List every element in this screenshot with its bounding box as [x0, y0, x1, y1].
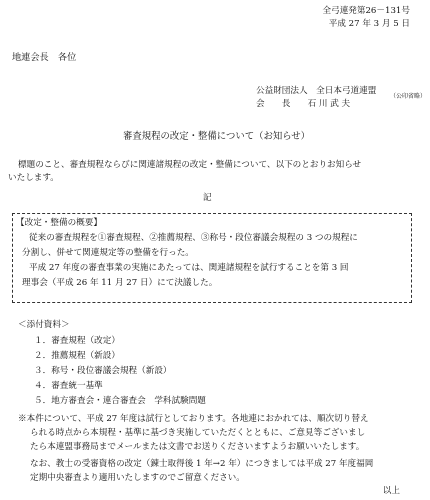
sender-president: 会 長 石 川 武 夫	[256, 99, 351, 109]
attachment-item: ５．地方審査会・連合審査会 学科試験問題	[34, 396, 206, 406]
summary-line-2: 分割し、併せて関連規定等の整備を行った。	[22, 248, 194, 258]
attachment-item: ３．称号・段位審議会規程（新設）	[34, 366, 172, 376]
note-line-2: られる時点から本規程・基準に基づき実施していただくとともに、ご意見等ございまし	[30, 428, 366, 438]
summary-line-3: 平成 27 年度の審査事業の実施にあたっては、関連諸規程を試行することを第 3 回	[29, 263, 349, 273]
addressee: 地連会長 各位	[12, 52, 77, 63]
attachment-item: ４．審査統一基準	[34, 381, 103, 391]
attachment-item: ２．推薦規程（新設）	[34, 351, 120, 361]
note-line-1: ※本件について、平成 27 年度は試行としております。各地連におかれては、順次切り替え	[18, 414, 369, 424]
intro-line-1: 標題のこと、審査規程ならびに関連諸規程の改定・整備について、以下のとおりお知らせ	[18, 160, 362, 170]
note-line-5: 定期中央審査より適用いたしますのでご留意ください。	[30, 473, 245, 483]
attachment-item: １．審査規程（改定）	[34, 336, 120, 346]
ki-mark: 記	[203, 193, 212, 203]
note-line-4: なお、教士の受審資格の改定（錬士取得後 1 年→2 年）につきましては平成 27 年度福岡	[30, 459, 374, 469]
summary-line-4: 理事会（平成 26 年 11 月 27 日）にて決議した。	[22, 278, 218, 288]
summary-box	[12, 213, 412, 303]
attachments-list	[34, 336, 206, 411]
document-number: 全弓連発第26－131号	[322, 6, 410, 16]
document-date: 平成 27 年 3 月 5 日	[328, 19, 410, 29]
closing-mark: 以上	[382, 486, 400, 496]
intro-line-2: いたします。	[8, 173, 59, 183]
note-line-3: たら本連盟事務局までメールまたは文書でお送りくださいますようお願いいたします。	[30, 442, 365, 452]
summary-heading: 【改定・整備の概要】	[16, 218, 102, 228]
seal-omitted-note: （公印省略）	[390, 93, 427, 100]
document-title: 審査規程の改定・整備について（お知らせ）	[123, 131, 311, 142]
summary-line-1: 従来の審査規程を①審査規程、②推薦規程、③称号・段位審議会規程の 3 つの規程に	[29, 233, 358, 243]
attachments-heading: ＜添付資料＞	[18, 320, 70, 330]
sender-organization: 公益財団法人 全日本弓道連盟	[256, 86, 377, 96]
